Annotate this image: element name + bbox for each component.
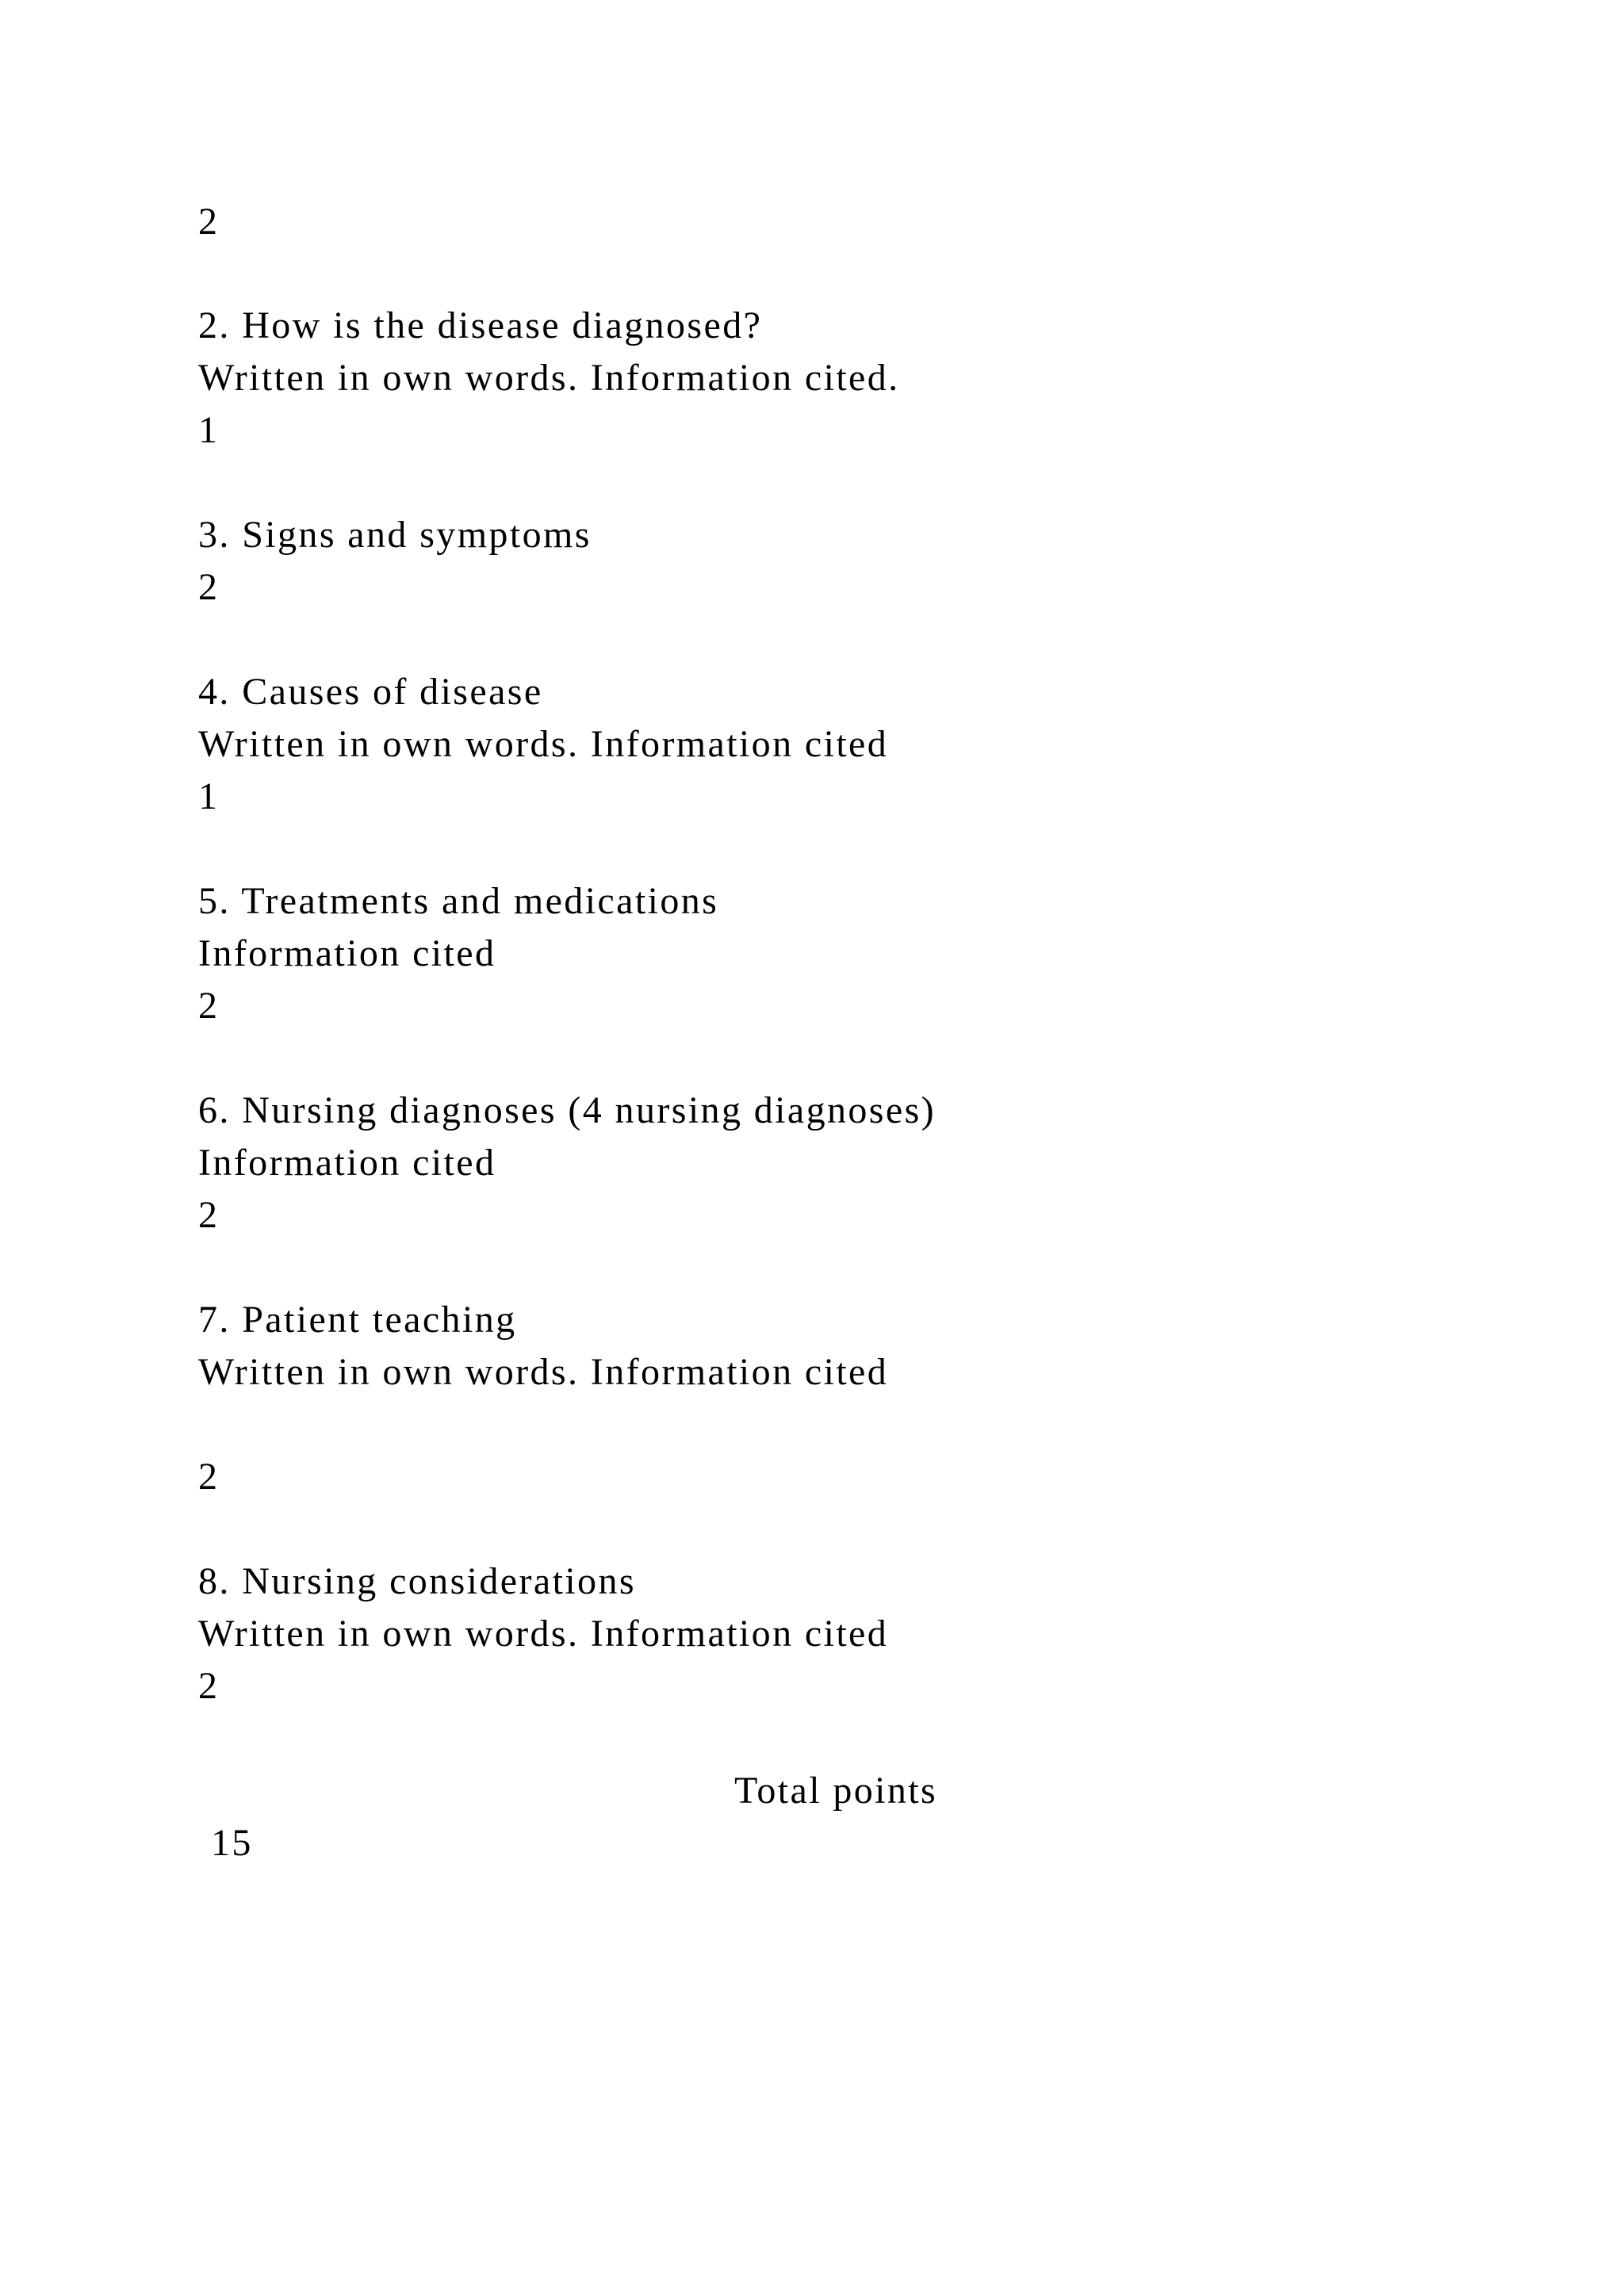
item-2-criteria: Written in own words. Information cited. bbox=[198, 357, 900, 399]
item-5-points: 2 bbox=[198, 985, 220, 1027]
total-points-value: 15 bbox=[211, 1822, 253, 1864]
item-4-title: 4. Causes of disease bbox=[198, 671, 543, 713]
item-5-criteria: Information cited bbox=[198, 932, 496, 974]
item-8-points: 2 bbox=[198, 1665, 220, 1707]
item-4-criteria: Written in own words. Information cited bbox=[198, 723, 889, 765]
item-2-title: 2. How is the disease diagnosed? bbox=[198, 304, 763, 346]
item-4-points: 1 bbox=[198, 775, 220, 817]
item-7-points: 2 bbox=[198, 1456, 220, 1498]
total-points-label: Total points bbox=[734, 1770, 938, 1812]
item-7-criteria: Written in own words. Information cited bbox=[198, 1351, 889, 1393]
item-8-title: 8. Nursing considerations bbox=[198, 1560, 636, 1602]
item-2-points: 1 bbox=[198, 409, 220, 451]
item-5-title: 5. Treatments and medications bbox=[198, 880, 719, 922]
item-3-title: 3. Signs and symptoms bbox=[198, 514, 592, 556]
item-6-points: 2 bbox=[198, 1194, 220, 1236]
item-3-points: 2 bbox=[198, 566, 220, 608]
item-6-title: 6. Nursing diagnoses (4 nursing diagnoses) bbox=[198, 1089, 936, 1131]
item-6-criteria: Information cited bbox=[198, 1142, 496, 1184]
top-score: 2 bbox=[198, 201, 220, 243]
item-8-criteria: Written in own words. Information cited bbox=[198, 1613, 889, 1655]
item-7-title: 7. Patient teaching bbox=[198, 1299, 517, 1341]
